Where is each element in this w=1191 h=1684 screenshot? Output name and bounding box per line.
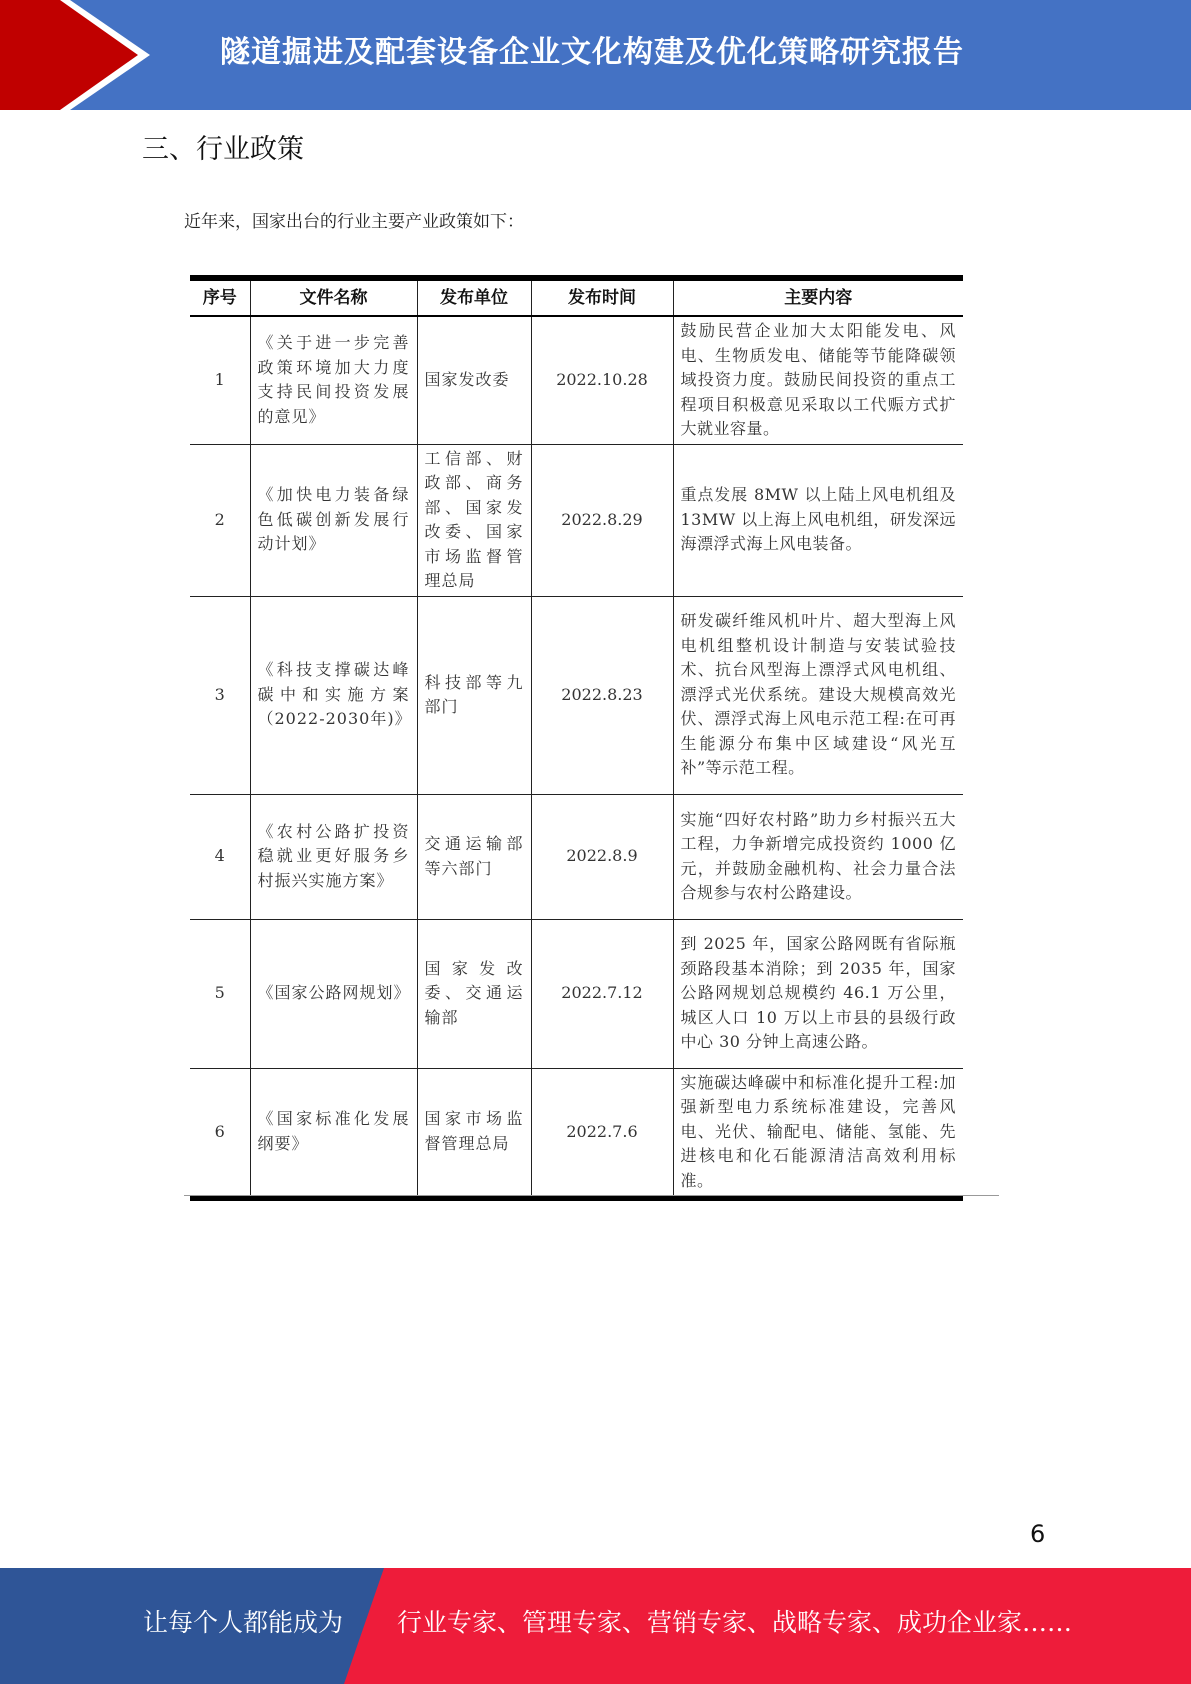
cell-date: 2022.10.28: [531, 316, 673, 444]
cell-no: 5: [190, 919, 250, 1068]
table-row: [190, 316, 963, 444]
cell-date: 2022.8.9: [531, 794, 673, 919]
report-title: 隧道掘进及配套设备企业文化构建及优化策略研究报告: [220, 35, 964, 70]
header-arrow-decoration: [0, 0, 220, 110]
page-footer: [0, 1568, 1191, 1684]
header-date: 发布时间: [531, 278, 673, 316]
cell-doc-name: 《科技支撑碳达峰碳中和实施方案（2022-2030年)》: [250, 596, 417, 794]
cell-doc-name: 《加快电力装备绿色低碳创新发展行动计划》: [250, 444, 417, 596]
cell-content: 重点发展 8MW 以上陆上风电机组及 13MW 以上海上风电机组，研发深远海漂浮式海上风电装备。: [673, 444, 963, 596]
table-row: [190, 596, 963, 794]
cell-content: 实施“四好农村路”助力乡村振兴五大工程，力争新增完成投资约 1000 亿元，并鼓励金融机构、社会力量合法合规参与农村公路建设。: [673, 794, 963, 919]
page-number: 6: [1030, 1520, 1046, 1548]
cell-doc-name: 《关于进一步完善政策环境加大力度支持民间投资发展的意见》: [250, 316, 417, 444]
table-row: [190, 1068, 963, 1198]
header-doc-name: 文件名称: [250, 278, 417, 316]
cell-date: 2022.8.29: [531, 444, 673, 596]
cell-doc-name: 《国家公路网规划》: [250, 919, 417, 1068]
intro-paragraph: 近年来，国家出台的行业主要产业政策如下：: [184, 212, 524, 232]
cell-content: 研发碳纤维风机叶片、超大型海上风电机组整机设计制造与安装试验技术、抗台风型海上漂浮式风电机组、漂浮式光伏系统。建设大规模高效光伏、漂浮式海上风电示范工程:在可再生能源分布集中区域建设“风光互补”等示范工程。: [673, 596, 963, 794]
cell-content: 实施碳达峰碳中和标准化提升工程:加强新型电力系统标准建设，完善风电、光伏、输配电、储能、氢能、先进核电和化石能源清洁高效利用标准。: [673, 1068, 963, 1198]
footer-slogan-left: 让每个人都能成为: [143, 1608, 344, 1637]
table-row: [190, 444, 963, 596]
cell-issuer: 工信部、财政部、商务部、国家发改委、国家市场监督管理总局: [417, 444, 531, 596]
cell-doc-name: 《农村公路扩投资稳就业更好服务乡村振兴实施方案》: [250, 794, 417, 919]
cell-doc-name: 《国家标准化发展纲要》: [250, 1068, 417, 1198]
cell-issuer: 科技部等九部门: [417, 596, 531, 794]
header-no: 序号: [190, 278, 250, 316]
cell-no: 4: [190, 794, 250, 919]
table-row: [190, 919, 963, 1068]
policy-table: [190, 275, 963, 1201]
cell-date: 2022.7.6: [531, 1068, 673, 1198]
cell-issuer: 国家市场监督管理总局: [417, 1068, 531, 1198]
footer-slogan-right: 行业专家、管理专家、营销专家、战略专家、成功企业家……: [397, 1608, 1073, 1637]
cell-issuer: 国家发改委、交通运输部: [417, 919, 531, 1068]
header-issuer: 发布单位: [417, 278, 531, 316]
cell-content: 鼓励民营企业加大太阳能发电、风电、生物质发电、储能等节能降碳领域投资力度。鼓励民间投资的重点工程项目积极意见采取以工代赈方式扩大就业容量。: [673, 316, 963, 444]
cell-no: 6: [190, 1068, 250, 1198]
cell-issuer: 国家发改委: [417, 316, 531, 444]
page-header: [0, 0, 1191, 110]
cell-issuer: 交通运输部等六部门: [417, 794, 531, 919]
cell-date: 2022.8.23: [531, 596, 673, 794]
header-content: 主要内容: [673, 278, 963, 316]
table-header-row: [190, 278, 963, 316]
table-divider: [184, 1195, 999, 1196]
table-row: [190, 794, 963, 919]
cell-no: 2: [190, 444, 250, 596]
cell-no: 1: [190, 316, 250, 444]
cell-content: 到 2025 年，国家公路网既有省际瓶颈路段基本消除；到 2035 年，国家公路网规划总规模约 46.1 万公里，城区人口 10 万以上市县的县级行政中心 30 分钟上高速公路。: [673, 919, 963, 1068]
cell-no: 3: [190, 596, 250, 794]
cell-date: 2022.7.12: [531, 919, 673, 1068]
section-heading: 三、行业政策: [142, 134, 304, 165]
